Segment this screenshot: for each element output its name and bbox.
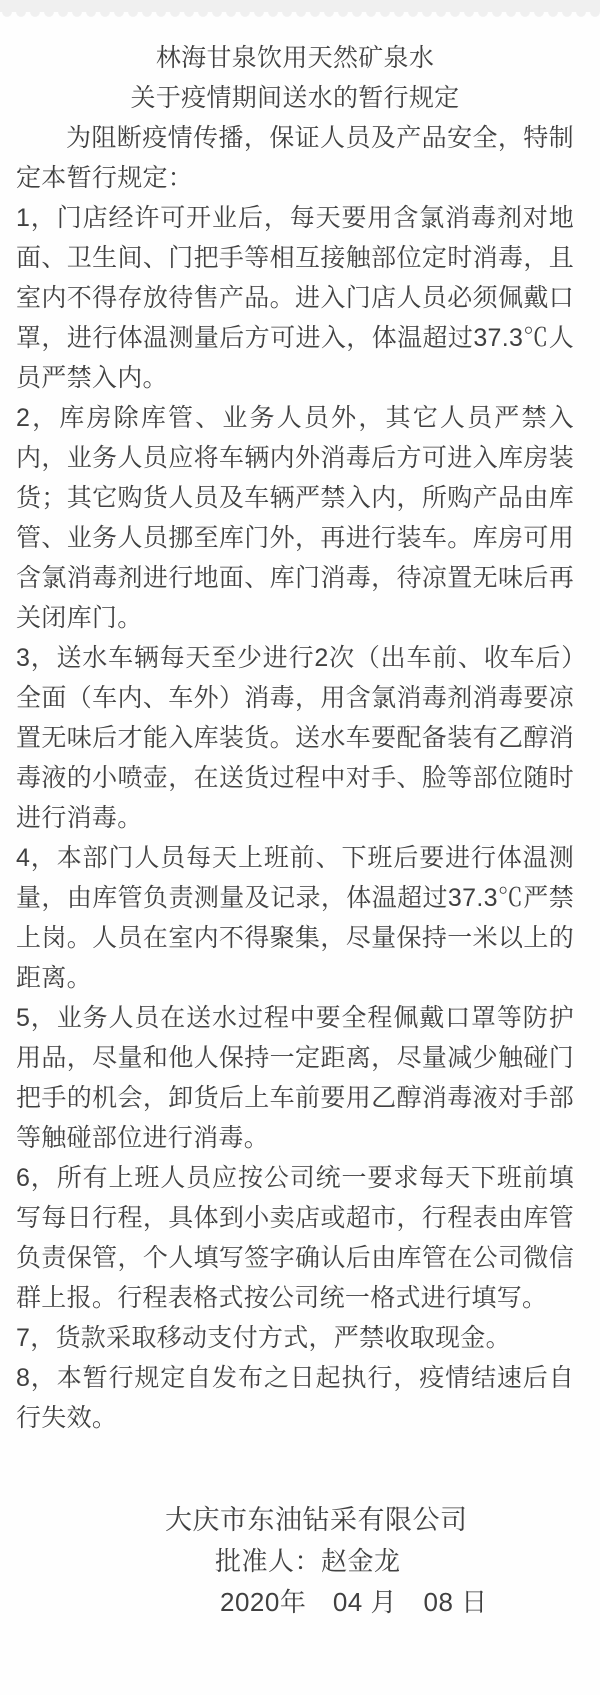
approver-line xyxy=(16,1541,574,1582)
document-title: 关于疫情期间送水的暂行规定 xyxy=(130,84,460,112)
issuing-company: 大庆市东油钻采有限公司 xyxy=(165,1505,468,1535)
regulation-item-5: 5，业务人员在送水过程中要全程佩戴口罩等防护用品，尽量和他人保持一定距离，尽量减少触碰门把手的机会，卸货后上车前要用乙醇消毒液对手部等触碰部位进行消毒。 xyxy=(16,1004,574,1152)
regulation-document xyxy=(0,12,600,1623)
approver-name: 赵金龙 xyxy=(321,1546,401,1576)
approver-label: 批准人： xyxy=(215,1546,322,1576)
regulation-item-1: 1，门店经许可开业后，每天要用含氯消毒剂对地面、卫生间、门把手等相互接触部位定时消毒，且室内不得存放待售产品。进入门店人员必须佩戴口罩，进行体温测量后方可进入，体温超过37.3℃人员严禁入内。 xyxy=(16,204,574,392)
product-title: 林海甘泉饮用天然矿泉水 xyxy=(155,44,435,72)
issue-date: 2020年 04 月 08 日 xyxy=(220,1587,488,1617)
regulation-item-6: 6，所有上班人员应按公司统一要求每天下班前填写每日行程，具体到小卖店或超市，行程表由库管负责保管，个人填写签字确认后由库管在公司微信群上报。行程表格式按公司统一格式进行填写。 xyxy=(16,1164,574,1312)
regulation-item-7: 7，货款采取移动支付方式，严禁收取现金。 xyxy=(16,1324,511,1352)
regulation-item-8: 8，本暂行规定自发布之日起执行，疫情结速后自行失效。 xyxy=(16,1364,574,1432)
regulation-item-3: 3，送水车辆每天至少进行2次（出车前、收车后）全面（车内、车外）消毒，用含氯消毒剂消毒要凉置无味后才能入库装货。送水车要配备装有乙醇消毒液的小喷壶，在送货过程中对手、脸等部位随时进行消毒。 xyxy=(16,644,574,832)
torn-paper-edge xyxy=(0,0,600,12)
regulation-item-4: 4，本部门人员每天上班前、下班后要进行体温测量，由库管负责测量及记录，体温超过37.3℃严禁上岗。人员在室内不得聚集，尽量保持一米以上的距离。 xyxy=(16,844,574,992)
intro-paragraph: 为阻断疫情传播，保证人员及产品安全，特制定本暂行规定： xyxy=(16,124,574,192)
regulation-item-2: 2，库房除库管、业务人员外，其它人员严禁入内，业务人员应将车辆内外消毒后方可进入库房装货；其它购货人员及车辆严禁入内，所购产品由库管、业务人员挪至库门外，再进行装车。库房可用含氯消毒剂进行地面、库门消毒，待凉置无味后再关闭库门。 xyxy=(16,404,574,632)
signature-block xyxy=(16,1500,574,1623)
